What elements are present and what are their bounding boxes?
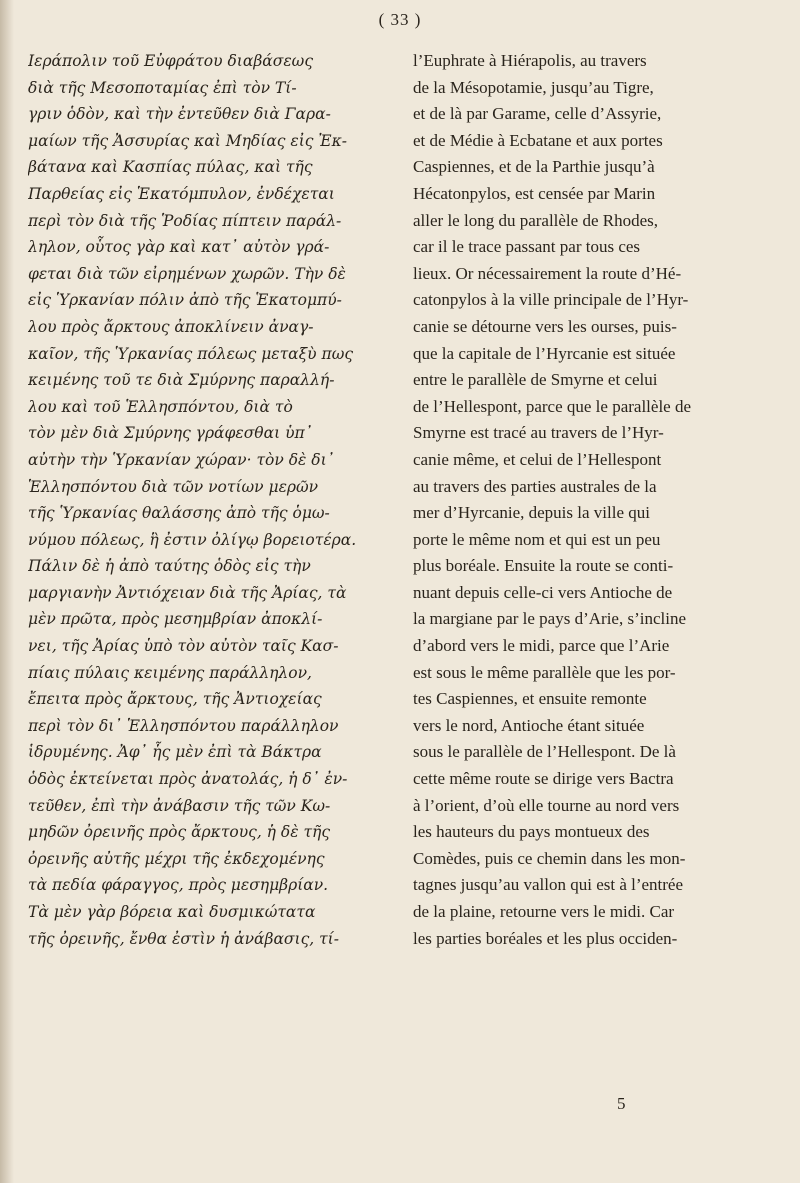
french-text-line: est sous le même parallèle que les por- [413,662,676,682]
greek-text-line: ληλον, οὗτος γὰρ καὶ κατ᾽ αὐτὸν γρά- [28,238,330,257]
french-text-line: car il le trace passant par tous ces [413,237,641,257]
french-text-line: catonpylos à la ville principale de l’Hyr- [413,290,689,310]
french-text-line: canie se détourne vers les ourses, puis- [413,316,677,336]
greek-text-line: λου πρὸς ἄρκτους ἀποκλίνειν ἀναγ- [28,317,314,336]
greek-text-line: τῆς ὀρεινῆς, ἔνθα ἐστὶν ἡ ἀνάβασις, τί- [28,929,339,948]
binding-shadow [0,0,14,1183]
greek-text-line: διὰ τῆς Μεσοποταμίας ἐπὶ τὸν Τί- [28,78,297,97]
greek-text-line: τεῦθεν, ἐπὶ τὴν ἀνάβασιν τῆς τῶν Κω- [28,796,331,815]
greek-text-line: μὲν πρῶτα, πρὸς μεσημβρίαν ἀποκλί- [28,610,323,629]
french-text-line: d’abord vers le midi, parce que l’Arie [413,636,670,656]
greek-text-line: περὶ τὸν διὰ τῆς Ῥοδίας πίπτειν παράλ- [28,211,342,230]
french-text-line: lieux. Or nécessairement la route d’Hé- [413,263,682,283]
greek-text-line: μηδῶν ὀρεινῆς πρὸς ἄρκτους, ἡ δὲ τῆς [28,823,331,842]
french-text-line: mer d’Hyrcanie, depuis la ville qui [413,503,650,523]
greek-text-line: νει, τῆς Ἀρίας ὑπὸ τὸν αὐτὸν ταῖς Κασ- [28,637,339,656]
french-text-line: l’Euphrate à Hiérapolis, au travers [413,51,647,70]
greek-text-column [28,48,386,952]
greek-text-line: τὸν μὲν διὰ Σμύρνης γράφεσθαι ὑπ᾽ [28,424,313,443]
greek-text-line: Τὰ μὲν γὰρ βόρεια καὶ δυσμικώτατα [28,903,316,921]
greek-text-line: Ιεράπολιν τοῦ Εὐφράτου διαβάσεως [28,52,313,70]
french-text-line: au travers des parties australes de la [413,476,657,496]
french-text-line: vers le nord, Antioche étant située [413,715,645,735]
french-text-line: cette même route se dirige vers Bactra [413,769,674,789]
french-text-line: plus boréale. Ensuite la route se conti- [413,556,674,576]
french-text-line: à l’orient, d’où elle tourne au nord vers [413,795,680,815]
french-text-line: les hauteurs du pays montueux des [413,822,650,842]
french-text-line: de l’Hellespont, parce que le parallèle de [413,396,692,416]
signature-mark: 5 [617,1094,626,1113]
french-text-line: et de Médie à Ecbatane et aux portes [413,130,663,150]
greek-text-line: περὶ τὸν δι᾽ Ἑλλησπόντου παράλληλον [28,716,339,735]
french-text-line: et de là par Garame, celle d’Assyrie, [413,104,662,124]
greek-text-line: ὁδὸς ἐκτείνεται πρὸς ἀνατολάς, ἡ δ᾽ ἐν- [28,770,348,789]
greek-text-line: αὐτὴν τὴν Ὑρκανίαν χώραν· τὸν δὲ δι᾽ [28,450,335,469]
french-text-line: tagnes jusqu’au vallon qui est à l’entrée [413,875,684,895]
greek-text-line: ἔπειτα πρὸς ἄρκτους, τῆς Ἀντιοχείας [28,690,322,709]
french-text-line: Hécatonpylos, est censée par Marin [413,183,656,203]
french-text-line: entre le parallèle de Smyrne et celui [413,370,658,390]
french-text-line: la margiane par le pays d’Arie, s’incline [413,609,686,629]
greek-text-line: ὀρεινῆς αὐτῆς μέχρι τῆς ἐκδεχομένης [28,849,325,868]
greek-text-line: μαίων τῆς Ἀσσυρίας καὶ Μηδίας εἰς Ἐκ- [28,131,348,150]
french-text-line: les parties boréales et les plus occiden- [413,928,678,948]
greek-text-line: μαργιανὴν Ἀντιόχειαν διὰ τῆς Ἀρίας, τὰ [28,583,347,602]
french-text-line: nuant depuis celle-ci vers Antioche de [413,582,673,602]
french-text-line: Caspiennes, et de la Parthie jusqu’à [413,157,655,177]
greek-text-line: νύμου πόλεως, ἣ ἐστιν ὀλίγῳ βορειοτέρα. [28,530,357,549]
greek-text-line: ἱδρυμένης. Ἀφ᾽ ἧς μὲν ἐπὶ τὰ Βάκτρα [28,743,322,762]
french-text-column [413,48,778,952]
french-text-line: aller le long du parallèle de Rhodes, [413,210,658,230]
french-text-line: Comèdes, puis ce chemin dans les mon- [413,848,686,868]
greek-text-line: φεται διὰ τῶν εἰρημένων χωρῶν. Τὴν δὲ [28,264,346,283]
french-text-line: sous le parallèle de l’Hellespont. De là [413,742,676,762]
french-text-line: tes Caspiennes, et ensuite remonte [413,689,647,709]
greek-text-line: πίαις πύλαις κειμένης παράλληλον, [28,663,312,682]
page-number: ( 33 ) [378,10,422,29]
french-text-line: que la capitale de l’Hyrcanie est située [413,343,676,363]
french-text-line: canie même, et celui de l’Hellespont [413,449,662,469]
greek-text-line: Πάλιν δὲ ἡ ἀπὸ ταύτης ὁδὸς εἰς τὴν [28,557,311,576]
french-text-line: Smyrne est tracé au travers de l’Hyr- [413,423,664,443]
greek-text-line: βάτανα καὶ Κασπίας πύλας, καὶ τῆς [28,158,313,177]
greek-text-line: Παρθείας εἰς Ἑκατόμπυλον, ἐνδέχεται [28,184,335,203]
french-text-line: de la Mésopotamie, jusqu’au Tigre, [413,77,654,97]
greek-text-line: λου καὶ τοῦ Ἑλλησπόντου, διὰ τὸ [28,397,293,416]
greek-text-line: τὰ πεδία φάραγγος, πρὸς μεσημβρίαν. [28,876,329,895]
greek-text-line: εἰς Ὑρκανίαν πόλιν ἀπὸ τῆς Ἑκατομπύ- [28,291,342,310]
greek-text-line: γριν ὁδὸν, καὶ τὴν ἐντεῦθεν διὰ Γαρα- [28,105,331,124]
greek-text-line: Ἑλλησπόντου διὰ τῶν νοτίων μερῶν [28,477,319,496]
greek-text-line: τῆς Ὑρκανίας θαλάσσης ἀπὸ τῆς ὁμω- [28,504,330,523]
french-text-line: de la plaine, retourne vers le midi. Car [413,902,675,921]
french-text-line: porte le même nom et qui est un peu [413,529,661,549]
greek-text-line: κειμένης τοῦ τε διὰ Σμύρνης παραλλή- [28,371,335,390]
greek-text-line: καῖον, τῆς Ὑρκανίας πόλεως μεταξὺ πως [28,344,354,363]
